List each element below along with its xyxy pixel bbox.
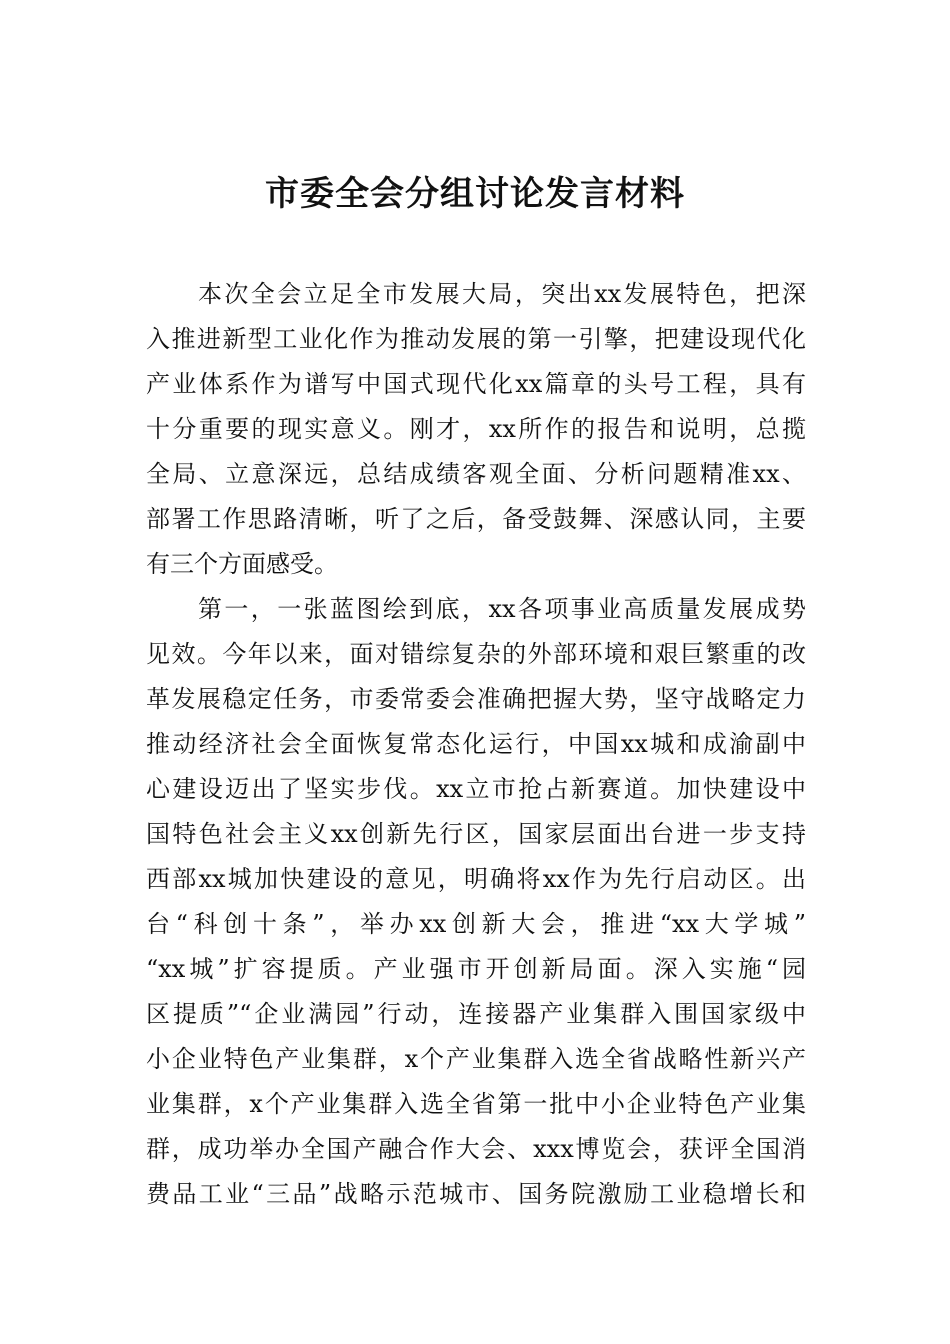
text-line: 心建设迈出了坚实步伐。xx立市抢占新赛道。加快建设中 <box>146 775 806 803</box>
text-line: 区提质”“企业满园”行动，连接器产业集群入围国家级中 <box>146 1000 806 1028</box>
text-line: 产业体系作为谱写中国式现代化xx篇章的头号工程，具有 <box>146 370 806 398</box>
document-title: 市委全会分组讨论发言材料 <box>265 174 685 214</box>
text-line: 业集群，x个产业集群入选全省第一批中小企业特色产业集 <box>146 1090 806 1118</box>
text-line: 见效。今年以来，面对错综复杂的外部环境和艰巨繁重的改 <box>146 640 806 668</box>
text-line: 台“科创十条”，举办xx创新大会，推进“xx大学城” <box>146 910 806 938</box>
text-line: 费品工业“三品”战略示范城市、国务院激励工业稳增长和 <box>146 1180 806 1208</box>
text-line: 入推进新型工业化作为推动发展的第一引擎，把建设现代化 <box>146 325 806 353</box>
text-line: 推动经济社会全面恢复常态化运行，中国xx城和成渝副中 <box>146 730 806 758</box>
text-line: 国特色社会主义xx创新先行区，国家层面出台进一步支持 <box>146 820 806 848</box>
text-line: 革发展稳定任务，市委常委会准确把握大势，坚守战略定力 <box>146 685 806 713</box>
text-line: 有三个方面感受。 <box>146 550 338 578</box>
paragraph-intro <box>146 272 806 587</box>
text-line: 本次全会立足全市发展大局，突出xx发展特色，把深 <box>198 280 806 308</box>
text-line: 全局、立意深远，总结成绩客观全面、分析问题精准xx、 <box>146 460 806 488</box>
paragraph-first-point <box>146 587 806 1217</box>
text-line: 第一，一张蓝图绘到底，xx各项事业高质量发展成势 <box>198 595 806 623</box>
text-line: 西部xx城加快建设的意见，明确将xx作为先行启动区。出 <box>146 865 806 893</box>
text-line: 小企业特色产业集群，x个产业集群入选全省战略性新兴产 <box>146 1045 806 1073</box>
text-line: 群，成功举办全国产融合作大会、xxx博览会，获评全国消 <box>146 1135 806 1163</box>
text-line: 部署工作思路清晰，听了之后，备受鼓舞、深感认同，主要 <box>146 505 806 533</box>
text-line: “xx城”扩容提质。产业强市开创新局面。深入实施“园 <box>146 955 806 983</box>
document-body <box>146 272 806 1217</box>
text-line: 十分重要的现实意义。刚才，xx所作的报告和说明，总揽 <box>146 415 806 443</box>
